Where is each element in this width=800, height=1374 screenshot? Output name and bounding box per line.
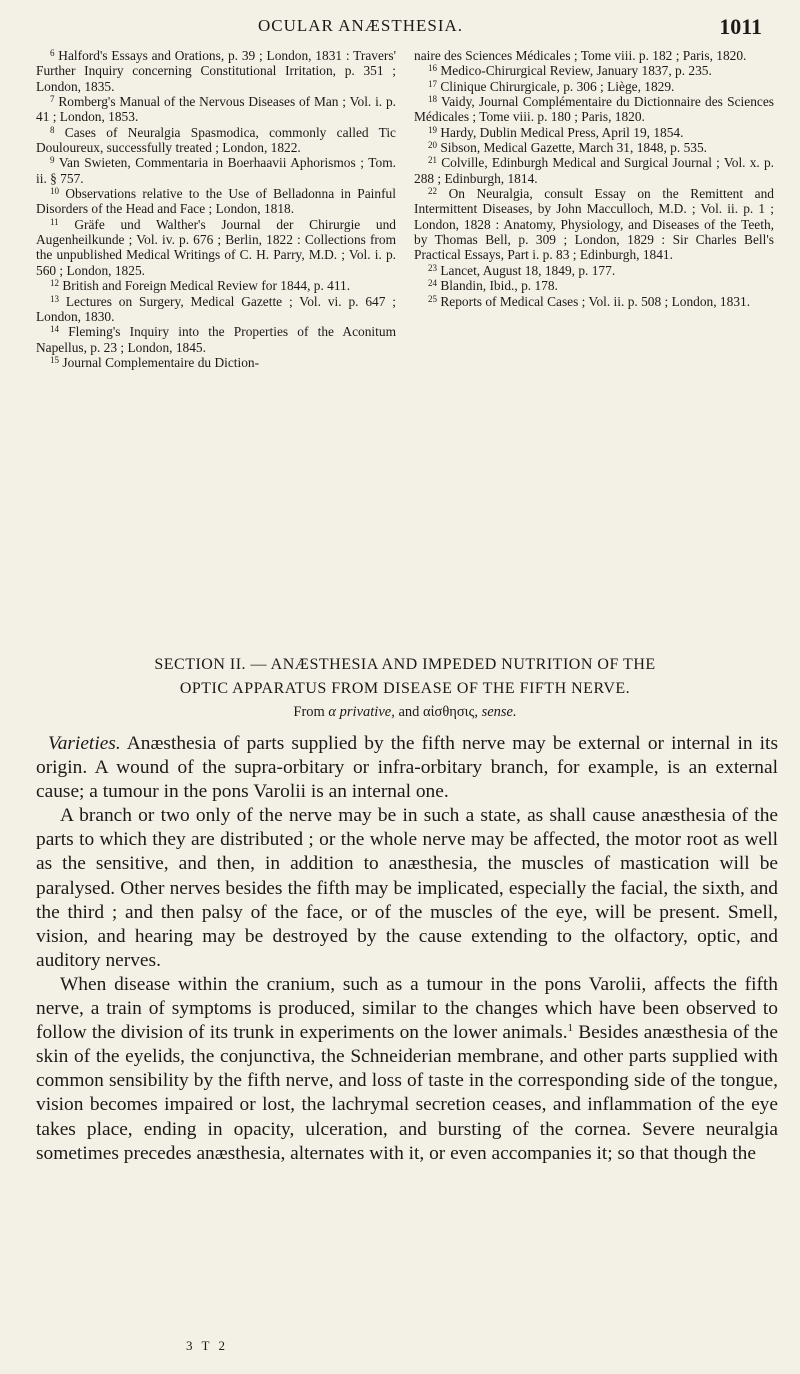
etymology-prefix: From — [293, 704, 325, 720]
footnote-number: 24 — [428, 278, 437, 289]
paragraph — [36, 732, 778, 804]
paragraph-text: When disease within the cranium, such as a tumour in the pons Varolii, affects the fifth nerve, a train of symptoms is produced, similar to the changes which have been observed to follow the division of its trunk in experiments on the lower animals. — [36, 973, 778, 1044]
footnote-number: 8 — [50, 124, 55, 135]
footnote-text: Halford's Essays and Orations, p. 39 ; London, 1831 : Travers' Further Inquiry concerning Constitutional Irritation, p. 351 ; London, 1835. — [36, 48, 396, 94]
footnote-number: 20 — [428, 140, 437, 151]
footnote-number: 13 — [50, 293, 59, 304]
footnotes — [36, 48, 774, 370]
footnote — [414, 94, 774, 125]
footnote — [36, 278, 396, 293]
paragraph-lead: Varieties. — [48, 733, 121, 754]
footnote-continuation — [414, 48, 774, 63]
footnote — [414, 294, 774, 309]
footnote-number: 10 — [50, 186, 59, 197]
footnote-number: 19 — [428, 124, 437, 135]
footnotes-right-column — [414, 48, 774, 370]
footnote-number: 23 — [428, 262, 437, 273]
footnote — [36, 294, 396, 325]
footnote — [36, 48, 396, 94]
footnote-text: Blandin, Ibid., p. 178. — [440, 278, 558, 294]
footnote-number: 22 — [428, 186, 437, 197]
footnote — [414, 63, 774, 78]
etymology-meaning: sense. — [481, 704, 517, 720]
footnote-number: 25 — [428, 293, 437, 304]
footnote — [414, 263, 774, 278]
footnote — [36, 217, 396, 278]
page-number: 1011 — [719, 14, 762, 39]
footnote-text: British and Foreign Medical Review for 1844, p. 411. — [62, 278, 351, 294]
footnote-number: 12 — [50, 278, 59, 289]
footnote-text: Clinique Chirurgicale, p. 306 ; Liège, 1829. — [440, 78, 675, 94]
footnote — [36, 355, 396, 370]
footnote — [414, 125, 774, 140]
running-title: OCULAR ANÆSTHESIA. — [258, 16, 464, 35]
body-text — [36, 732, 778, 1166]
footnote — [414, 155, 774, 186]
section-heading-line: SECTION II. — ANÆSTHESIA AND IMPEDED NUTRITION OF THE — [154, 656, 656, 673]
section-heading-line: OPTIC APPARATUS FROM DISEASE OF THE FIFTH NERVE. — [179, 680, 631, 697]
footnote-text: Van Swieten, Commentaria in Boerhaavii Aphorismos ; Tom. ii. § 757. — [36, 155, 397, 186]
footnote — [36, 324, 396, 355]
footnote-text: Lectures on Surgery, Medical Gazette ; Vol. vi. p. 647 ; London, 1830. — [36, 293, 396, 324]
paragraph-text: Besides anæsthesia of the skin of the eyelids, the conjunctiva, the Schneiderian membrane, and other parts supplied with common sensibility by the fifth nerve, and loss of taste in the corresponding side of the tongue, vision becomes impaired or lost, the lachrymal secretion ceases, and inflammation of the eye takes place, ending in opacity, ulceration, and bursting of the cornea. Severe neuralgia sometimes precedes anæsthesia, alternates with it, or even accompanies it; so that though the — [36, 1022, 778, 1164]
footnote-text: Romberg's Manual of the Nervous Diseases of Man ; Vol. i. p. 41 ; London, 1853. — [36, 94, 396, 125]
paragraph: A branch or two only of the nerve may be in such a state, as shall cause anæsthesia of the parts to which they are distributed ; or the whole nerve may be affected, the motor root as well as the sensitive, and then, in addition to anæsthesia, the muscles of mastication will be paralysed. Other nerves besides the fifth may be implicated, especially the facial, the sixth, and the third ; and then palsy of the face, or of the muscles of the eye, will be present. Smell, vision, and hearing may be destroyed by the cause extending to the olfactory, optic, and auditory nerves. — [36, 805, 778, 971]
footnote-text: Colville, Edinburgh Medical and Surgical Journal ; Vol. x. p. 288 ; Edinburgh, 1814. — [414, 155, 774, 186]
running-head — [0, 16, 800, 42]
footnote-number: 14 — [50, 324, 59, 335]
paragraph — [36, 973, 778, 1166]
footnote — [414, 186, 774, 263]
footnote-text: Hardy, Dublin Medical Press, April 19, 1854. — [440, 124, 684, 140]
footnote-text: Fleming's Inquiry into the Properties of the Aconitum Napellus, p. 23 ; London, 1845. — [36, 324, 396, 355]
etymology-greek: αἰσθησις, — [423, 704, 478, 720]
footnote — [36, 186, 396, 217]
footnote — [414, 278, 774, 293]
footnote-number: 17 — [428, 78, 437, 89]
footnote — [414, 140, 774, 155]
footnote-text: Medico-Chirurgical Review, January 1837, p. 235. — [440, 63, 712, 79]
footnote — [36, 125, 396, 156]
footnote-text: Observations relative to the Use of Belladonna in Painful Disorders of the Head and Face ; London, 1818. — [36, 186, 396, 217]
footnote-text: Journal Complementaire du Diction- — [62, 354, 260, 370]
footnote-text: naire des Sciences Médicales ; Tome viii. p. 182 ; Paris, 1820. — [414, 48, 747, 63]
footnotes-left-column — [36, 48, 396, 370]
paragraph-text: Anæsthesia of parts supplied by the fifth nerve may be external or internal in its origin. A wound of the supra-orbitary or infra-orbitary branch, for example, is an external cause; a tumour in the pons Varolii is an internal one. — [36, 733, 778, 803]
etymology-alpha: α privative, — [328, 704, 395, 720]
footnote — [36, 155, 396, 186]
footnote-number: 9 — [50, 155, 55, 166]
footnote-number: 7 — [50, 94, 55, 105]
etymology-and: and — [398, 704, 420, 720]
footnote-text: Sibson, Medical Gazette, March 31, 1848, p. 535. — [440, 140, 708, 156]
section-heading — [36, 653, 774, 701]
footnote-number: 16 — [428, 63, 437, 74]
footnote-text: Gräfe und Walther's Journal der Chirurgie und Augenheilkunde ; Vol. iv. p. 676 ; Berlin, 1822 : Collections from the unpublished Medical Writings of C. H. Parry, M.D. ; Vol. i. p. 560 ; London, 1825. — [36, 216, 396, 278]
footnote-number: 18 — [428, 94, 437, 105]
footnote-text: Reports of Medical Cases ; Vol. ii. p. 508 ; London, 1831. — [440, 293, 751, 309]
footnote-text: Lancet, August 18, 1849, p. 177. — [440, 262, 616, 278]
signature-mark: 3 T 2 — [186, 1338, 228, 1353]
footnote-number: 6 — [50, 48, 55, 58]
footnote-text: On Neuralgia, consult Essay on the Remittent and Intermittent Diseases, by John Macculloch, M.D. ; Vol. ii. p. 1 ; London, 1828 : Anatomy, Physiology, and Diseases of the Teeth, by Thomas Bell, p. 309 ; London, 1829 : Sir Charles Bell's Practical Essays, Part i. p. 83 ; Edinburgh, 1841. — [414, 186, 774, 263]
footnote — [36, 94, 396, 125]
footnote-text: Vaidy, Journal Complémentaire du Dictionnaire des Sciences Médicales ; Tome viii. p. 180 ; Paris, 1820. — [414, 94, 775, 125]
footnote-text: Cases of Neuralgia Spasmodica, commonly called Tic Douloureux, successfully treated ; London, 1822. — [36, 124, 397, 156]
footnote-reference: 1 — [567, 1022, 574, 1035]
etymology-line — [36, 704, 774, 721]
footnote-number: 21 — [428, 155, 437, 166]
footnote-number: 15 — [50, 354, 59, 365]
footnote — [414, 79, 774, 94]
footnote-number: 11 — [50, 216, 59, 227]
